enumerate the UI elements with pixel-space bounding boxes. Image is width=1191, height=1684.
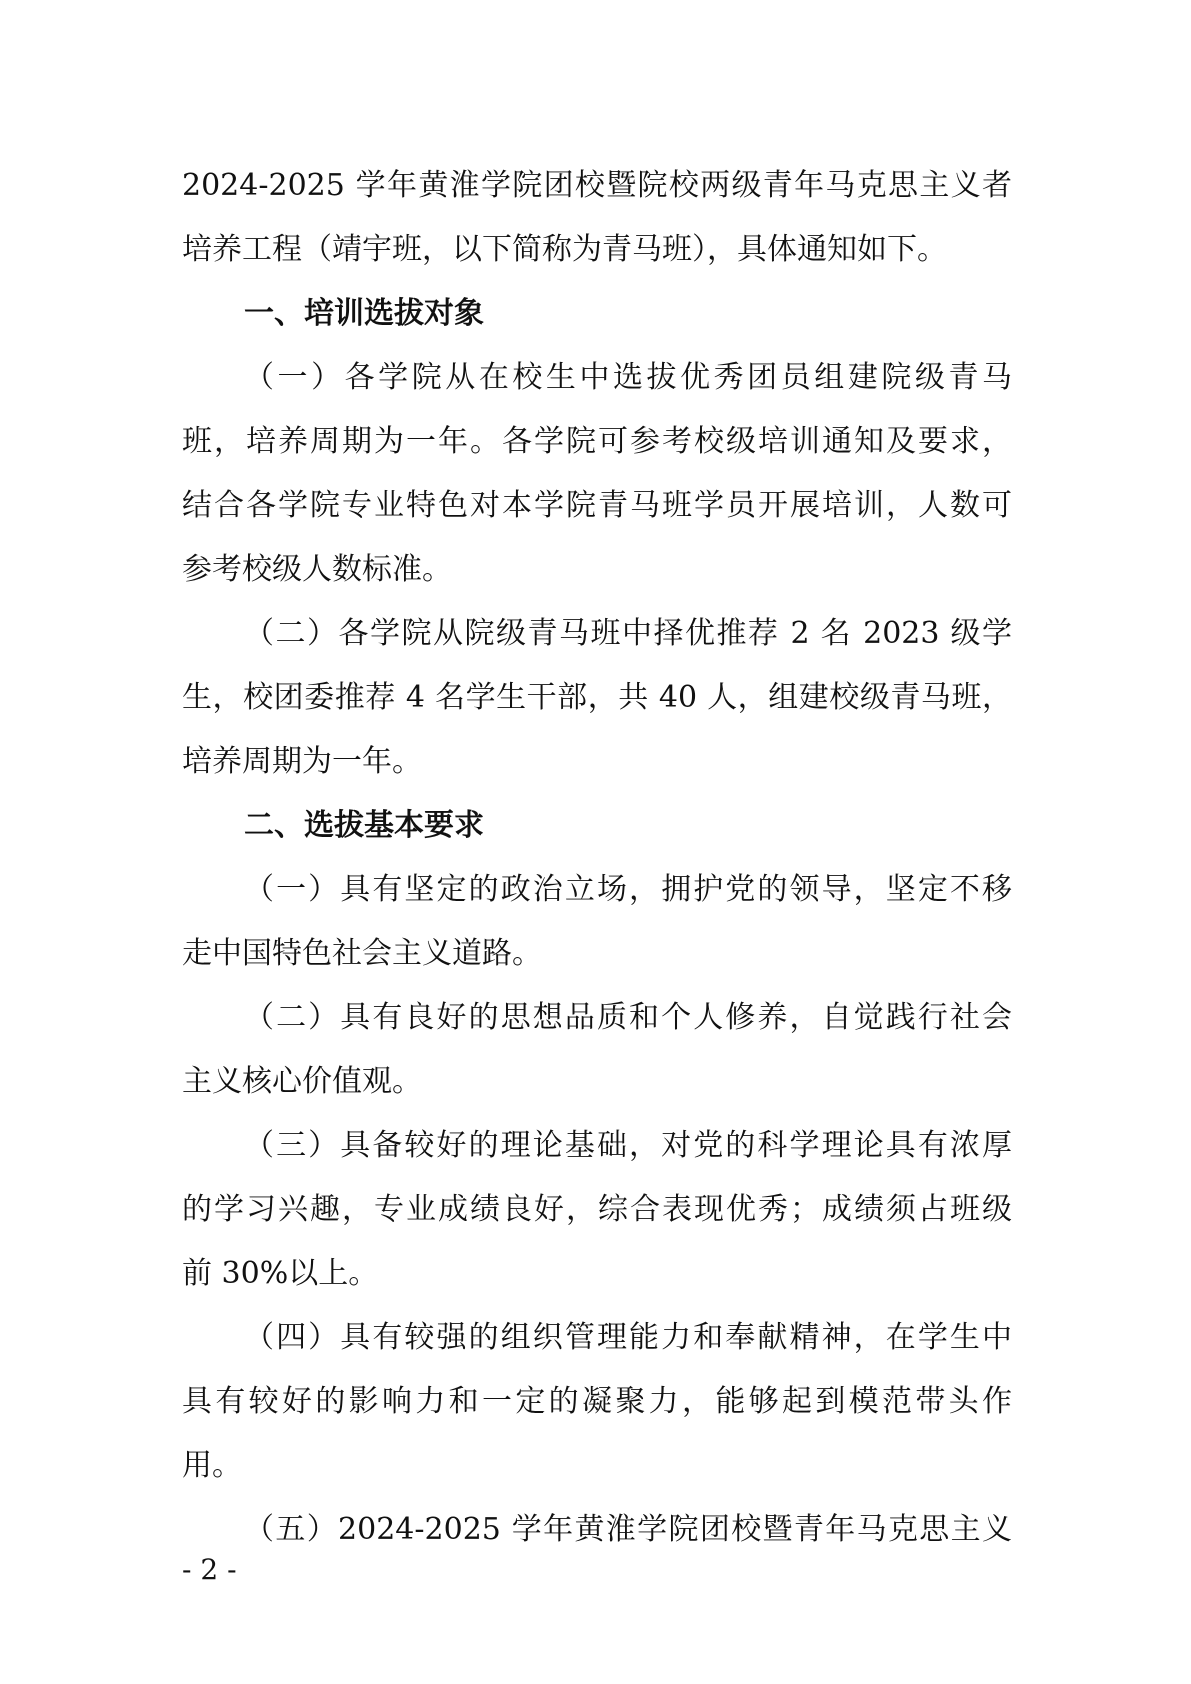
body-line: （二）各学院从院级青马班中择优推荐 2 名 2023 级学 xyxy=(244,616,1012,651)
body-line: （三）具备较好的理论基础，对党的科学理论具有浓厚 xyxy=(244,1128,1012,1163)
body-line: 主义核心价值观。 xyxy=(182,1064,422,1099)
body-line: （一）各学院从在校生中选拔优秀团员组建院级青马 xyxy=(244,360,1012,395)
body-line: 用。 xyxy=(182,1448,242,1483)
body-line: （二）具有良好的思想品质和个人修养，自觉践行社会 xyxy=(244,1000,1012,1035)
body-line: 走中国特色社会主义道路。 xyxy=(182,936,542,971)
document-body xyxy=(182,154,1012,1562)
page-number: - 2 - xyxy=(182,1553,237,1586)
body-line: 具有较好的影响力和一定的凝聚力，能够起到模范带头作 xyxy=(182,1384,1012,1419)
body-line: 培养周期为一年。 xyxy=(182,744,422,779)
body-line: （四）具有较强的组织管理能力和奉献精神，在学生中 xyxy=(244,1320,1012,1355)
body-line: 的学习兴趣，专业成绩良好，综合表现优秀；成绩须占班级 xyxy=(182,1192,1012,1227)
section-heading: 二、选拔基本要求 xyxy=(244,808,484,843)
body-line: 生，校团委推荐 4 名学生干部，共 40 人，组建校级青马班， xyxy=(182,680,1012,715)
body-line: （一）具有坚定的政治立场，拥护党的领导，坚定不移 xyxy=(244,872,1012,907)
body-line: 2024-2025 学年黄淮学院团校暨院校两级青年马克思主义者 xyxy=(182,168,1012,203)
body-line: 班，培养周期为一年。各学院可参考校级培训通知及要求， xyxy=(182,424,1012,459)
body-line: （五）2024-2025 学年黄淮学院团校暨青年马克思主义 xyxy=(244,1512,1012,1547)
body-line: 前 30%以上。 xyxy=(182,1256,379,1291)
section-heading: 一、培训选拔对象 xyxy=(244,296,484,331)
body-line: 结合各学院专业特色对本学院青马班学员开展培训，人数可 xyxy=(182,488,1012,523)
body-line: 培养工程（靖宇班，以下简称为青马班），具体通知如下。 xyxy=(182,232,947,267)
body-line: 参考校级人数标准。 xyxy=(182,552,452,587)
